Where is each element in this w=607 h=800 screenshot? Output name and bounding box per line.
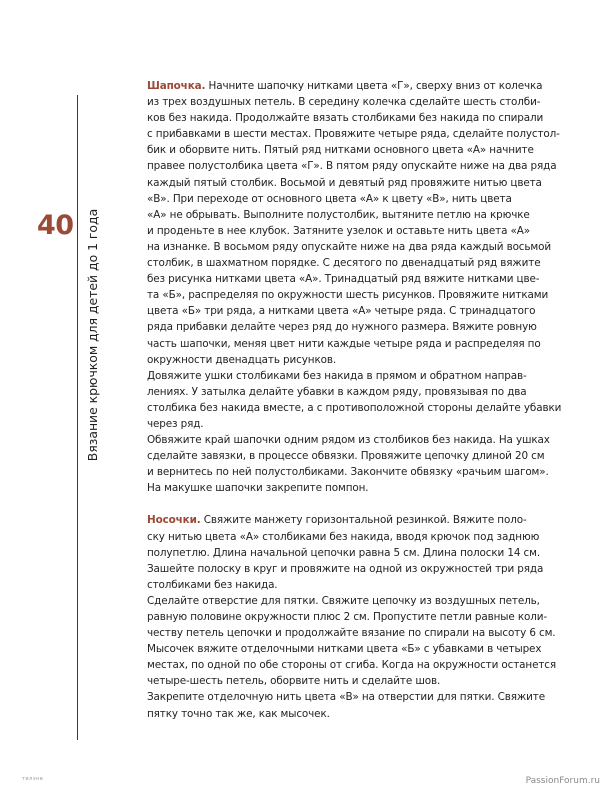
line-text: лениях. У затылка делайте убавки в каждом ряду, провязывая по два: [147, 385, 527, 398]
line-text: бик и оборвите нить. Пятый ряд нитками основного цвета «А» начните: [147, 144, 534, 157]
line-text: честву петель цепочки и продолжайте вязание по спирали на высоту 6 см.: [147, 627, 556, 640]
text-line: [147, 561, 557, 577]
text-line: [147, 94, 557, 110]
line-text: правее полустолбика цвета «Г». В пятом ряду опускайте ниже на два ряда: [147, 160, 557, 173]
text-line: [147, 142, 557, 158]
margin-divider-line: [77, 95, 78, 740]
line-text: равную половине окружности плюс 2 см. Пропустите петли равные коли-: [147, 611, 548, 623]
text-line: [147, 368, 557, 384]
text-line: [147, 287, 557, 303]
line-text: на изнанке. В восьмом ряду опускайте ниже на два ряда каждый восьмой: [147, 240, 551, 253]
line-text: Обвяжите край шапочки одним рядом из столбиков без накида. На ушках: [147, 434, 550, 447]
text-line: [147, 191, 557, 207]
text-line: [147, 448, 557, 464]
text-line: [147, 319, 557, 335]
line-text: окружности двенадцать рисунков.: [147, 353, 337, 366]
line-text: сделайте завязки, в процессе обвязки. Провяжите цепочку длиной 20 см: [147, 450, 545, 463]
line-text: ску нитью цвета «А» столбиками без накида, вводя крючок под заднюю: [147, 530, 540, 543]
line-text: полупетлю. Длина начальной цепочки равна 5 см. Длина полоски 14 см.: [147, 546, 541, 559]
line-text: и проденьте в нее клубок. Затяните узелок и оставьте нить цвета «А»: [147, 224, 530, 237]
text-line: [147, 673, 557, 689]
text-line: [147, 706, 557, 722]
text-line: [147, 303, 557, 319]
text-line: [147, 464, 557, 480]
line-text: Закрепите отделочную нить цвета «В» на отверстии для пятки. Свяжите: [147, 691, 546, 704]
line-text: та «Б», распределяя по окружности шесть рисунков. Провяжите нитками: [147, 289, 549, 302]
line-text: и вернитесь по ней полустолбиками. Закончите обвязку «рачьим шагом».: [147, 466, 549, 479]
text-line: [147, 239, 557, 255]
line-text: местах, по одной по обе стороны от сгиба. Когда на окружности останется: [147, 659, 557, 672]
line-text: из трех воздушных петель. В середину колечка сделайте шесть столби-: [147, 96, 541, 109]
text-line: [147, 175, 557, 191]
line-text: цвета «Б» три ряда, а нитками цвета «А» четыре ряда. С тринадцатого: [147, 305, 536, 318]
main-text: [147, 78, 562, 722]
text-line: [147, 336, 557, 352]
line-text: Довяжите ушки столбиками без накида в прямом и обратном направ-: [147, 369, 527, 382]
text-line: [147, 126, 560, 142]
line-text: Сделайте отверстие для пятки. Свяжите цепочку из воздушных петель,: [147, 594, 540, 607]
text-line: [147, 352, 557, 368]
text-line: [147, 400, 562, 416]
text-line: [147, 657, 557, 673]
section-heading: Носочки.: [147, 514, 201, 527]
text-line: [147, 689, 557, 705]
text-line: [147, 545, 557, 561]
text-line: [147, 255, 557, 271]
line-text: столбик, в шахматном порядке. С десятого по двенадцатый ряд вяжите: [147, 257, 541, 270]
line-text: через ряд.: [147, 417, 204, 430]
line-text: ряда прибавки делайте через ряд до нужного размера. Вяжите ровную: [147, 321, 537, 334]
line-text: часть шапочки, меняя цвет нити каждые четыре ряда и распределяя по: [147, 337, 541, 350]
text-line: [147, 271, 557, 287]
section-heading: Шапочка.: [147, 80, 206, 92]
text-line: [147, 223, 557, 239]
line-text: без рисунка нитками цвета «А». Тринадцатый ряд вяжите нитками цве-: [147, 273, 540, 286]
line-text: Начните шапочку нитками цвета «Г», сверху вниз от колечка: [205, 80, 543, 92]
watermark: PassionForum.ru: [525, 776, 600, 786]
text-line: [147, 207, 557, 223]
section-socks: [147, 512, 557, 721]
section-hat: [147, 78, 562, 496]
line-text: Мысочек вяжите отделочными нитками цвета «Б» с убавками в четырех: [147, 643, 542, 656]
text-line: [147, 593, 557, 609]
text-line: [147, 641, 557, 657]
line-text: столбиками без накида.: [147, 578, 278, 591]
text-line: [147, 480, 557, 496]
text-line: [147, 158, 557, 174]
line-text: столбика без накида вместе, а с противоположной стороны делайте убавки: [147, 401, 562, 414]
line-text: «А» не обрывать. Выполните полустолбик, вытяните петлю на крючке: [147, 208, 530, 221]
line-text: Зашейте полоску в круг и провяжите на одной из окружностей три ряда: [147, 562, 544, 575]
text-line: [147, 384, 557, 400]
text-line: [147, 512, 557, 528]
text-line: [147, 110, 557, 126]
page-number: 40: [37, 210, 74, 241]
line-text: На макушке шапочки закрепите помпон.: [147, 482, 369, 495]
text-line: [147, 625, 557, 641]
line-text: «В». При переходе от основного цвета «А» к цвету «В», нить цвета: [147, 192, 512, 205]
line-text: четыре-шесть петель, оборвите нить и сделайте шов.: [147, 675, 441, 688]
book-side-title: Вязание крючком для детей до 1 года: [85, 208, 100, 462]
text-line: [147, 432, 557, 448]
text-line: [147, 416, 557, 432]
text-line: [147, 78, 557, 94]
text-line: [147, 529, 557, 545]
line-text: пятку точно так же, как мысочек.: [147, 707, 330, 720]
line-text: каждый пятый столбик. Восьмой и девятый ряд провяжите нитью цвета: [147, 176, 542, 189]
text-line: [147, 577, 557, 593]
line-text: с прибавками в шести местах. Провяжите четыре ряда, сделайте полустол-: [147, 128, 560, 141]
footer-code: тилэнв: [22, 776, 44, 782]
line-text: Свяжите манжету горизонтальной резинкой. Вяжите поло-: [200, 514, 527, 527]
text-line: [147, 609, 557, 625]
line-text: ков без накида. Продолжайте вязать столбиками без накида по спирали: [147, 112, 544, 125]
